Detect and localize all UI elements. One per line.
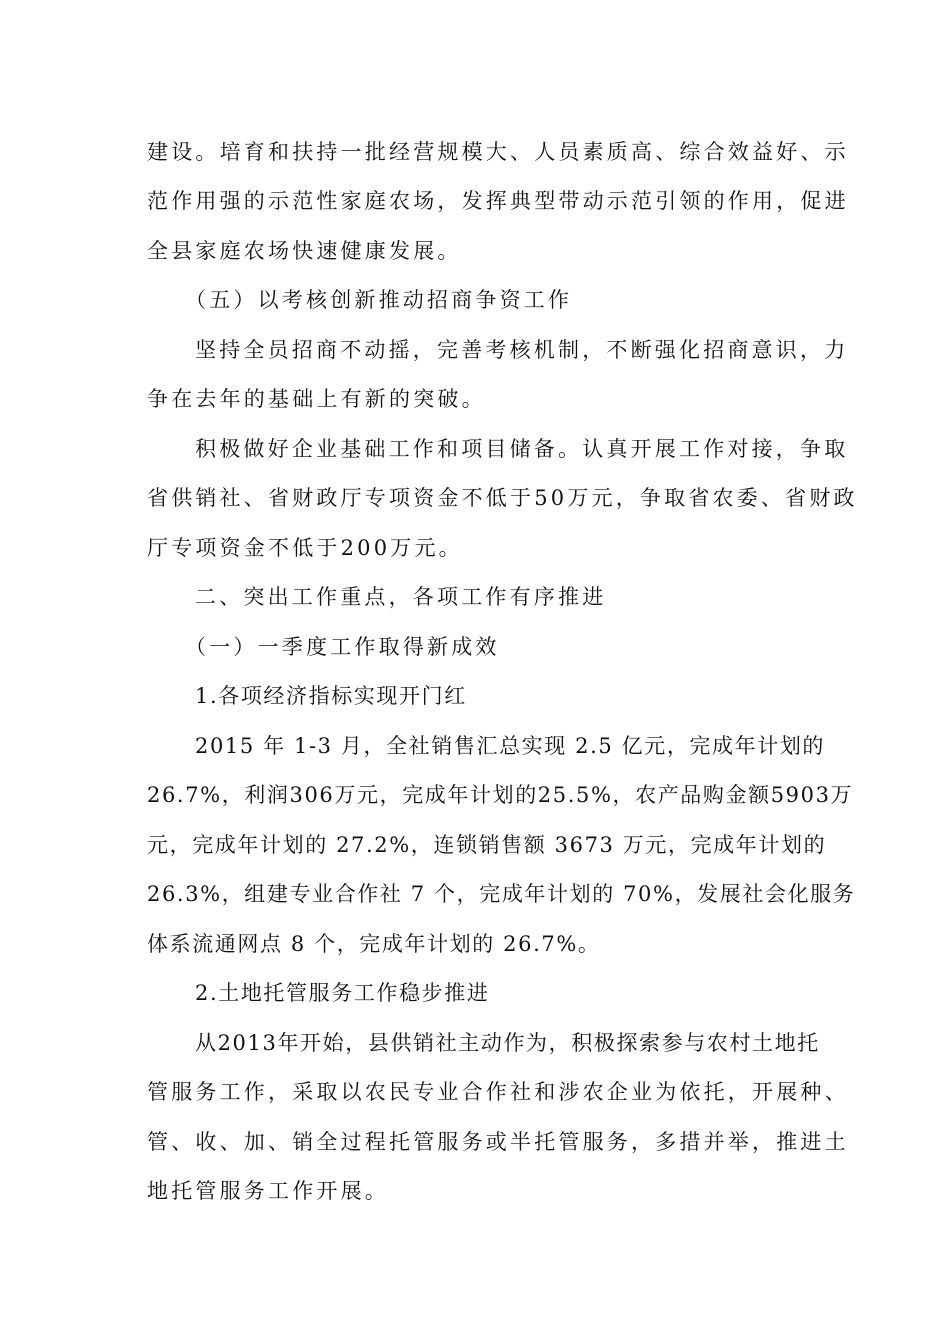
paragraph-line: 坚持全员招商不动摇，完善考核机制，不断强化招商意识，力 — [195, 338, 849, 362]
paragraph-line: 建设。培育和扶持一批经营规模大、人员素质高、综合效益好、示 — [147, 140, 849, 164]
paragraph-line: 管、收、加、销全过程托管服务或半托管服务，多措并举，推进土 — [147, 1130, 849, 1154]
section-heading: （一）一季度工作取得新成效 — [185, 635, 500, 659]
paragraph-line: 省供销社、省财政厅专项资金不低于50万元，争取省农委、省财政 — [147, 486, 858, 510]
section-heading: 二、突出工作重点，各项工作有序推进 — [195, 585, 607, 609]
paragraph-line: 范作用强的示范性家庭农场，发挥典型带动示范引领的作用，促进 — [147, 189, 849, 213]
paragraph-line: 厅专项资金不低于200万元。 — [147, 536, 463, 560]
paragraph-line: 元，完成年计划的 27.2%，连锁销售额 3673 万元，完成年计划的 — [147, 833, 827, 857]
paragraph-line: 积极做好企业基础工作和项目储备。认真开展工作对接，争取 — [195, 437, 849, 461]
paragraph-line: 全县家庭农场快速健康发展。 — [147, 239, 462, 263]
paragraph-line: 管服务工作，采取以农民专业合作社和涉农企业为依托，开展种、 — [147, 1080, 849, 1104]
paragraph-line: 26.7%，利润306万元，完成年计划的25.5%，农产品购金额5903万 — [147, 783, 854, 807]
subsection-heading: 1.各项经济指标实现开门红 — [195, 684, 467, 708]
section-heading: （五）以考核创新推动招商争资工作 — [185, 288, 573, 312]
paragraph-line: 争在去年的基础上有新的突破。 — [147, 387, 486, 411]
paragraph-line: 2015 年 1-3 月，全社销售汇总实现 2.5 亿元，完成年计划的 — [195, 734, 826, 758]
paragraph-line: 从2013年开始，县供销社主动作为，积极探索参与农村土地托 — [195, 1031, 820, 1055]
subsection-heading: 2.土地托管服务工作稳步推进 — [195, 981, 490, 1005]
paragraph-line: 体系流通网点 8 个，完成年计划的 26.7%。 — [147, 932, 601, 956]
paragraph-line: 地托管服务工作开展。 — [147, 1179, 389, 1203]
paragraph-line: 26.3%，组建专业合作社 7 个，完成年计划的 70%，发展社会化服务 — [147, 882, 856, 906]
